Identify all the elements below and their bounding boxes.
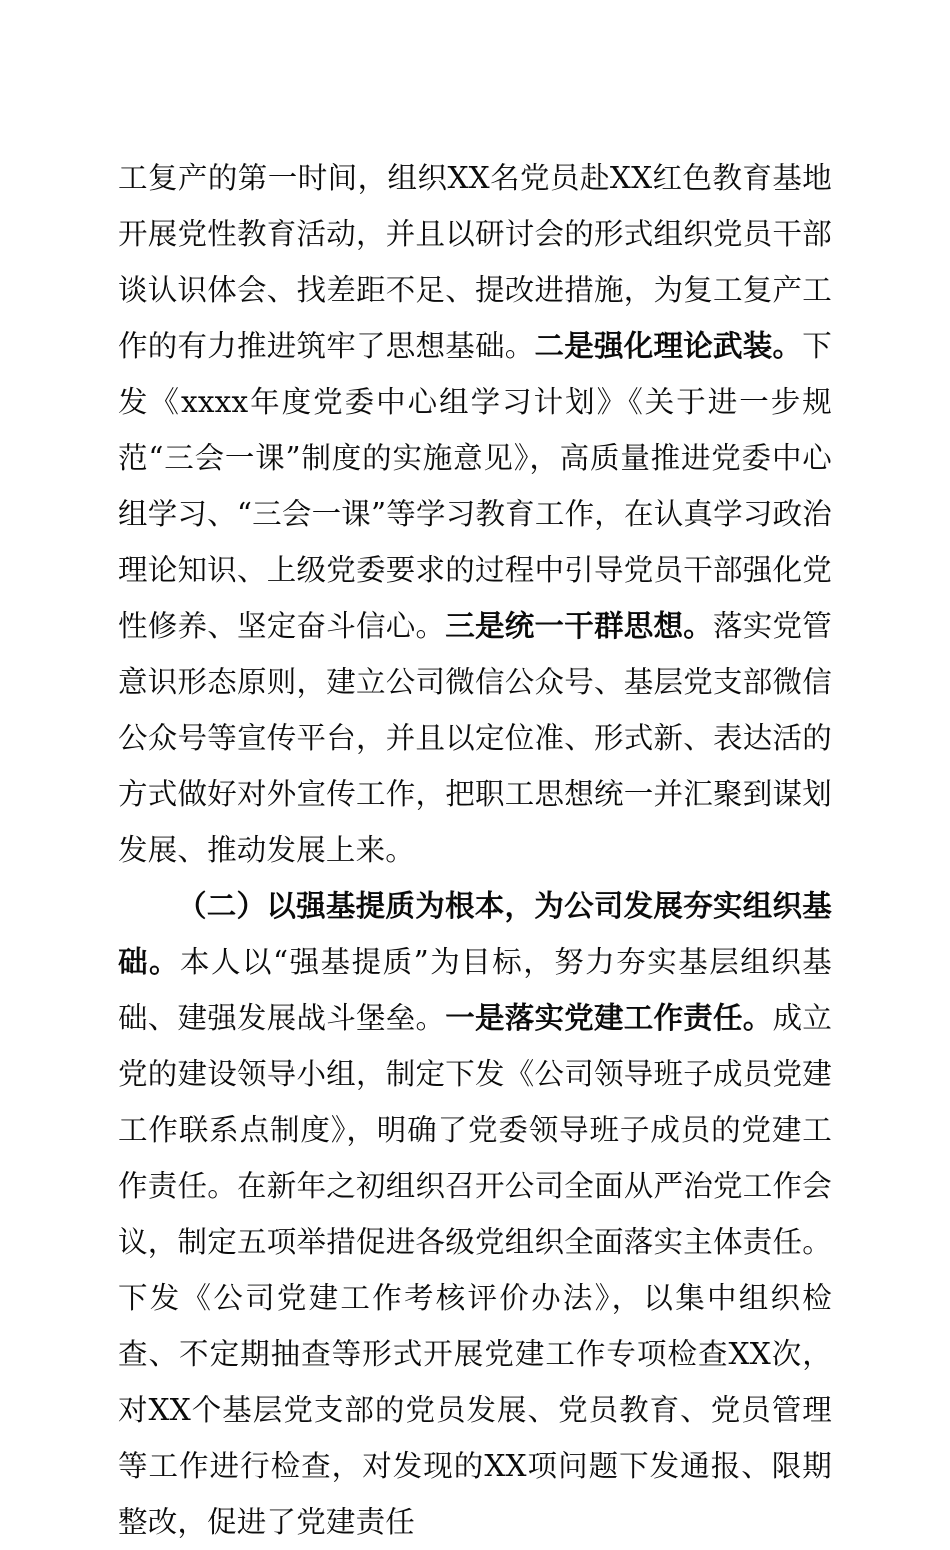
text-run: 本人以“强基提质”为目标，努力夯实基层组织基础、建强发展战斗堡垒。 <box>118 945 832 1035</box>
paragraph-1 <box>118 150 832 878</box>
document-body <box>118 150 832 1550</box>
text-run-bold: 三是统一干群思想。 <box>445 608 714 643</box>
text-run-bold: （二）以强基提质为根本，为公司发展夯实组织基础。 <box>118 888 832 979</box>
text-run: 成立党的建设领导小组，制定下发《公司领导班子成员党建工作联系点制度》，明确了党委领导班子成员的党建工作责任。在新年之初组织召开公司全面从严治党工作会议，制定五项举措促进各级党组织全面落实主体责任。下发《公司党建工作考核评价办法》，以集中组织检查、不定期抽查等形式开展党建工作专项检查XX次，对XX个基层党支部的党员发展、党员教育、党员管理等工作进行检查，对发现的XX项问题下发通报、限期整改，促进了党建责任 <box>118 1001 833 1539</box>
text-run-bold: 一是落实党建工作责任。 <box>445 1000 773 1035</box>
paragraph-2 <box>118 878 832 1550</box>
text-run: 落实党管意识形态原则，建立公司微信公众号、基层党支部微信公众号等宣传平台，并且以定位准、形式新、表达活的方式做好对外宣传工作，把职工思想统一并汇聚到谋划发展、推动发展上来。 <box>118 609 832 867</box>
text-run: 下发《xxxx年度党委中心组学习计划》《关于进一步规范“三会一课”制度的实施意见》，高质量推进党委中心组学习、“三会一课”等学习教育工作，在认真学习政治理论知识、上级党委要求的过程中引导党员干部强化党性修养、坚定奋斗信心。 <box>118 329 832 643</box>
text-run-bold: 二是强化理论武装。 <box>534 328 803 363</box>
text-run: 工复产的第一时间，组织XX名党员赴XX红色教育基地开展党性教育活动，并且以研讨会的形式组织党员干部谈认识体会、找差距不足、提改进措施，为复工复产工作的有力推进筑牢了思想基础。 <box>118 161 832 363</box>
